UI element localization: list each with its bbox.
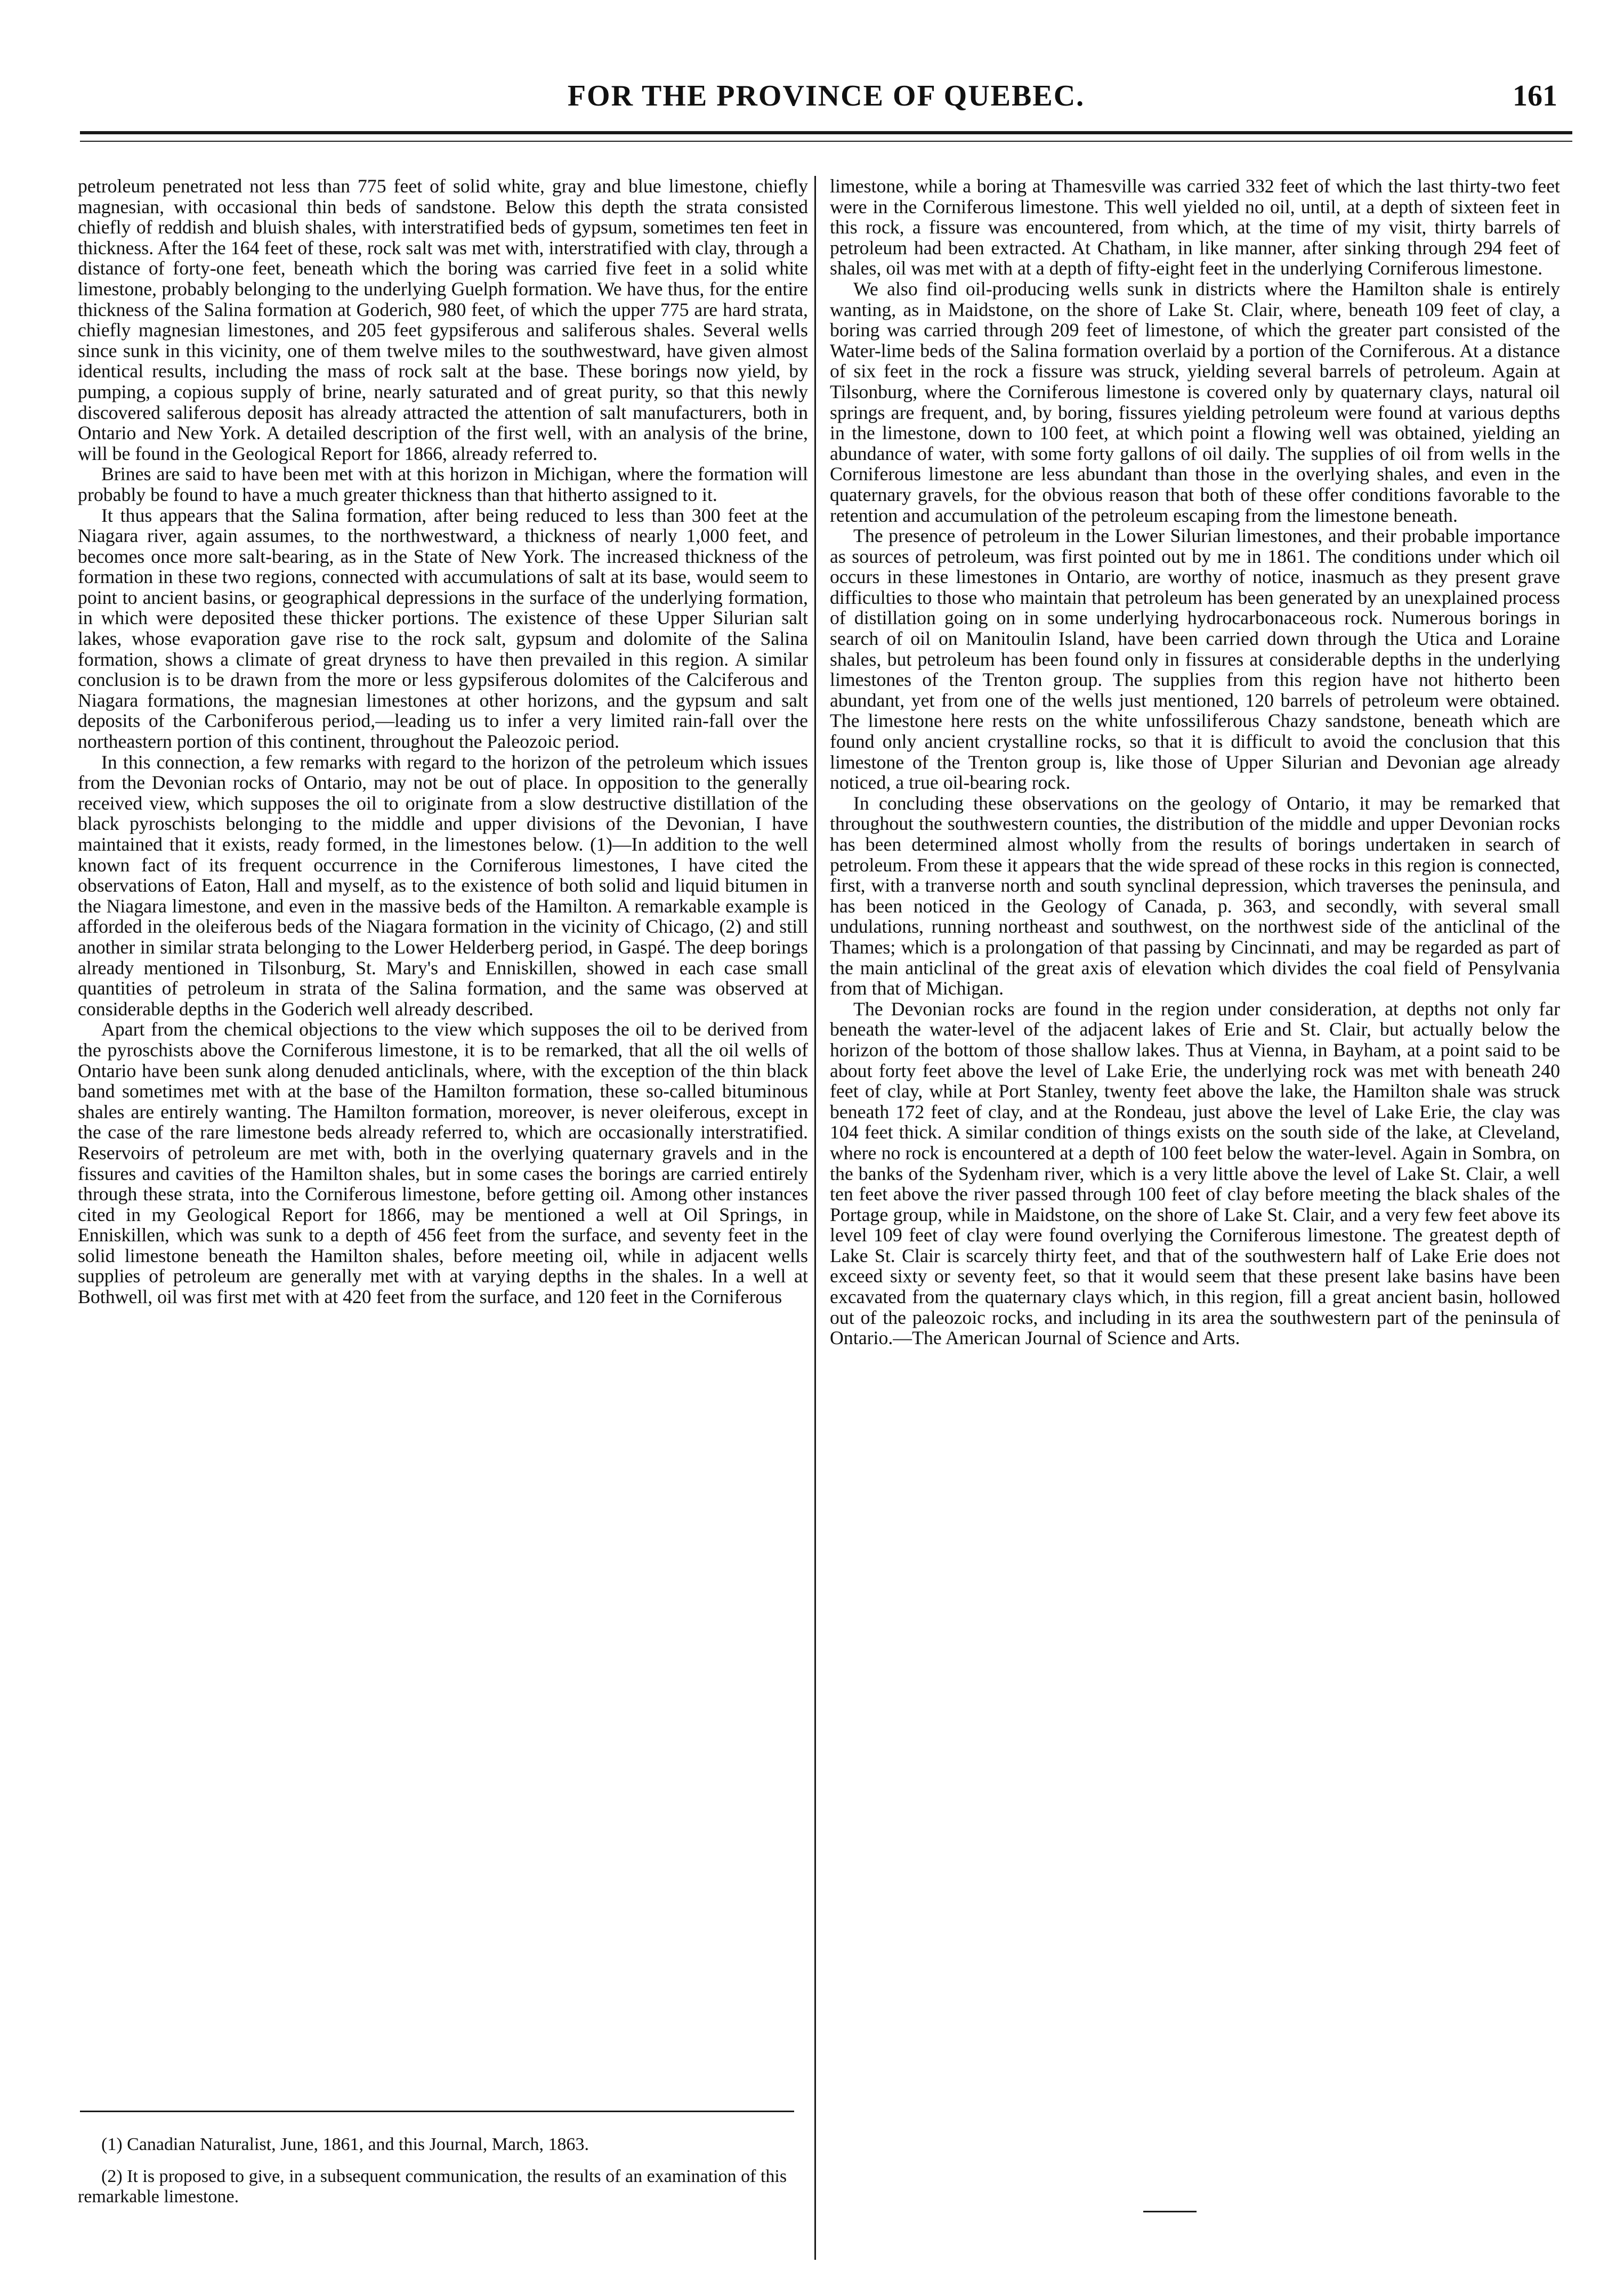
paragraph: In concluding these observations on the geology of Ontario, it may be remarked that throughout the southwestern counties, the distribution of the middle and upper Devonian rocks has been determined almost wholly from the results of borings undertaken in search of petroleum. From these it appears that the wide spread of these rocks in this region is connected, first, with a tranverse north and south synclinal depression, which traverses the peninsula, and has been noticed in the Geology of Canada, p. 363, and secondly, with several small undulations, running northeast and southwest, on the northwest side of the anticlinal of the Thames; which is a prolongation of that passing by Cincinnati, and may be regarded as part of the main anticlinal of the great axis of elevation which divides the coal field of Pensylvania from that of Michigan. xyxy=(830,792,1560,999)
header-rule-thick xyxy=(80,131,1572,134)
footnote-rule xyxy=(80,2111,794,2112)
paragraph: limestone, while a boring at Thamesville was carried 332 feet of which the last thirty-two feet were in the Corniferous limestone. This well yielded no oil, until, at a depth of sixteen feet in this rock, a fissure was encountered, from which, at the time of my visit, thirty barrels of petroleum had been extracted. At Chatham, in like manner, after sinking through 294 feet of shales, oil was met with at a depth of fifty-eight feet in the underlying Corniferous limestone. xyxy=(830,175,1560,279)
column-divider xyxy=(814,176,816,2260)
article-end-rule xyxy=(1143,2211,1197,2212)
paragraph: It thus appears that the Salina formation, after being reduced to less than 300 feet at the Niagara river, again assumes, to the northwestward, a thickness of nearly 1,000 feet, and becomes once more salt-bearing, as in the State of New York. The increased thickness of the formation in these two regions, connected with accumulations of salt at its base, would seem to point to ancient basins, or geographical depressions in the surface of the underlying formation, in which were deposited these thicker portions. The existence of these Upper Silurian salt lakes, whose evaporation gave rise to the rock salt, gypsum and dolomite of the Salina formation, shows a climate of great dryness to have then prevailed in this region. A similar conclusion is to be drawn from the more or less gypsiferous dolomites of the Calciferous and Niagara formations, the magnesian limestones at other horizons, and the gypsum and salt deposits of the Carboniferous period,—leading us to infer a very limited rain-fall over the northeastern portion of this continent, throughout the Paleozoic period. xyxy=(78,504,808,753)
paragraph: We also find oil-producing wells sunk in districts where the Hamilton shale is entirely wanting, as in Maidstone, on the shore of Lake St. Clair, where, beneath 109 feet of clay, a boring was carried through 209 feet of limestone, of which the greater part consisted of the Water-lime beds of the Salina formation overlaid by a portion of the Corniferous. At a distance of six feet in the rock a fissure was struck, yielding several barrels of petroleum. Again at Tilsonburg, where the Corniferous limestone is covered only by quaternary clays, natural oil springs are frequent, and, by boring, fissures yielding petroleum were found at various depths in the limestone, down to 100 feet, at which point a flowing well was obtained, yielding an abundance of water, with some forty gallons of oil daily. The supplies of oil from wells in the Corniferous limestone are less abundant than those in the overlying shales, and even in the quaternary gravels, for the obvious reason that both of these offer conditions favorable to the retention and accumulation of the petroleum escaping from the limestone beneath. xyxy=(830,278,1560,526)
paragraph: petroleum penetrated not less than 775 feet of solid white, gray and blue limestone, chiefly magnesian, with occasional thin beds of sandstone. Below this depth the strata consisted chiefly of reddish and bluish shales, with interstratified beds of gypsum, sometimes ten feet in thickness. After the 164 feet of these, rock salt was met with, interstratified with clay, through a distance of forty-one feet, beneath which the boring was carried five feet in a solid white limestone, probably belonging to the underlying Guelph formation. We have thus, for the entire thickness of the Salina formation at Goderich, 980 feet, of which the upper 775 are hard strata, chiefly magnesian limestones, and 205 feet gypsiferous and saliferous shales. Several wells since sunk in this vicinity, one of them twelve miles to the southwestward, have given almost identical results, including the mass of rock salt at the base. These borings now yield, by pumping, a copious supply of brine, nearly saturated and of great purity, so that this newly discovered saliferous deposit has already attracted the attention of salt manufacturers, both in Ontario and New York. A detailed description of the first well, with an analysis of the brine, will be found in the Geological Report for 1866, already referred to. xyxy=(78,175,808,464)
paragraph: Apart from the chemical objections to the view which supposes the oil to be derived from the pyroschists above the Corniferous limestone, it is to be remarked, that all the oil wells of Ontario have been sunk along denuded anticlinals, where, with the exception of the thin black band sometimes met with at the base of the Hamilton formation, these so-called bituminous shales are entirely wanting. The Hamilton formation, moreover, is never oleiferous, except in the case of the rare limestone beds already referred to, which are occasionally interstratified. Reservoirs of petroleum are met with, both in the overlying quaternary gravels and in the fissures and cavities of the Hamilton shales, but in some cases the borings are carried entirely through these strata, into the Corniferous limestone, before getting oil. Among other instances cited in my Geological Report for 1866, may be mentioned a well at Oil Springs, in Enniskillen, which was sunk to a depth of 456 feet from the surface, and seventy feet in the solid limestone beneath the Hamilton shales, before meeting oil, while in adjacent wells supplies of petroleum are generally met with at varying depths in the shales. In a well at Bothwell, oil was first met with at 420 feet from the surface, and 120 feet in the Corniferous xyxy=(78,1019,808,1308)
right-column xyxy=(830,176,1560,1348)
footnote-2: (2) It is proposed to give, in a subsequent communication, the results of an examination of this remarkable limestone. xyxy=(78,2167,787,2207)
header-rule-thin xyxy=(80,141,1572,142)
footnotes xyxy=(78,2135,808,2219)
paragraph: In this connection, a few remarks with regard to the horizon of the petroleum which issues from the Devonian rocks of Ontario, may not be out of place. In opposition to the generally received view, which supposes the oil to originate from a slow destructive distillation of the black pyroschists belonging to the middle and upper divisions of the Devonian, I have maintained that it exists, ready formed, in the limestones below. (1)—In addition to the well known fact of its frequent occurrence in the Corniferous limestones, I have cited the observations of Eaton, Hall and myself, as to the existence of both solid and liquid bitumen in the Niagara limestone, and even in the massive beds of the Hamilton. A remarkable example is afforded in the oleiferous beds of the Niagara formation in the vicinity of Chicago, (2) and still another in similar strata belonging to the Lower Helderberg period, in Gaspé. The deep borings already mentioned in Tilsonburg, St. Mary's and Enniskillen, showed in each case small quantities of petroleum in strata of the Salina formation, and the same was observed at considerable depths in the Goderich well already described. xyxy=(78,751,808,1020)
paragraph: Brines are said to have been met with at this horizon in Michigan, where the formation will probably be found to have a much greater thickness than that hitherto assigned to it. xyxy=(78,463,808,505)
page-header xyxy=(80,68,1572,127)
footnote-1: (1) Canadian Naturalist, June, 1861, and this Journal, March, 1863. xyxy=(101,2135,589,2154)
paragraph: The presence of petroleum in the Lower Silurian limestones, and their probable importance as sources of petroleum, was first pointed out by me in 1861. The conditions under which oil occurs in these limestones in Ontario, are worthy of notice, inasmuch as they present grave difficulties to those who maintain that petroleum has been generated by an unexplained process of distillation going on in some underlying hydrocarbonaceous rock. Numerous borings in search of oil on Manitoulin Island, have been carried down through the Utica and Loraine shales, but petroleum has been found only in fissures at considerable depths in the underlying limestones of the Trenton group. The supplies from this region have not hitherto been abundant, yet from one of the wells just mentioned, 120 barrels of petroleum were obtained. The limestone here rests on the white unfossiliferous Chazy sandstone, beneath which are found only ancient crystalline rocks, so that it is difficult to avoid the conclusion that this limestone of the Trenton group is, like those of Upper Silurian and Devonian age already noticed, a true oil-bearing rock. xyxy=(830,525,1560,794)
paragraph: The Devonian rocks are found in the region under consideration, at depths not only far beneath the water-level of the adjacent lakes of Erie and St. Clair, but actually below the horizon of the bottom of those shallow lakes. Thus at Vienna, in Bayham, at a point said to be about forty feet above the level of Lake Erie, the underlying rock was met with beneath 240 feet of clay, while at Port Stanley, twenty feet above the lake, the Hamilton shale was struck beneath 172 feet of clay, and at the Rondeau, just above the level of Lake Erie, the clay was 104 feet thick. A similar condition of things exists on the south side of the lake, at Cleveland, where no rock is encountered at a depth of 100 feet below the water-level. Again in Sombra, on the banks of the Sydenham river, which is a very little above the level of Lake St. Clair, a well ten feet above the river passed through 100 feet of clay before meeting the black shales of the Portage group, while in Maidstone, on the shore of Lake St. Clair, and a very few feet above its level 109 feet of clay were found overlying the Corniferous limestone. The greatest depth of Lake St. Clair is scarcely thirty feet, and that of the southwestern half of Lake Erie does not exceed sixty or seventy feet, so that it would seem that these present lake basins have been excavated from the quaternary clays which, in this region, fill a great ancient basin, hollowed out of the paleozoic rocks, and including in its area the southwestern part of the peninsula of Ontario.—The American Journal of Science and Arts. xyxy=(830,998,1560,1349)
left-column xyxy=(78,176,808,1307)
page-number: 161 xyxy=(1513,79,1557,112)
running-title: FOR THE PROVINCE OF QUEBEC. xyxy=(567,79,1085,112)
